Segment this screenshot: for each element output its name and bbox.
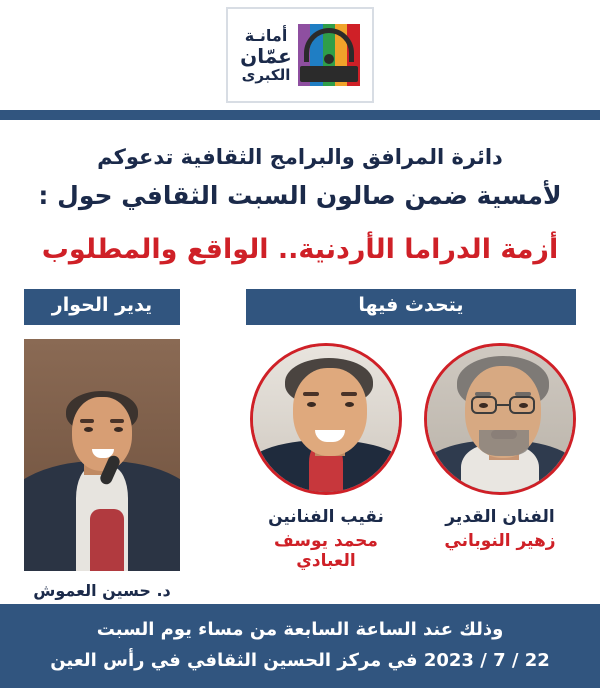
logo-line-1: أمانـة: [244, 25, 288, 45]
moderator-portrait: [24, 339, 180, 571]
footer-details: [0, 604, 600, 688]
speaker-1-avatar: [250, 343, 402, 495]
logo-wordmark: [240, 27, 292, 84]
logo-base-shape: [300, 66, 358, 82]
moderator-photo: [24, 339, 180, 571]
section-bars-row: [0, 269, 600, 325]
amman-logo-mark-icon: [298, 24, 360, 86]
footer-time-line: وذلك عند الساعة السابعة من مساء يوم السبت: [96, 619, 504, 640]
speaker-2-role: الفنان القدير: [445, 507, 555, 528]
moderator-section-bar: يدير الحوار: [24, 289, 180, 325]
moderator-card: [24, 339, 180, 600]
footer-date-venue-line: 22 / 7 / 2023 في مركز الحسين الثقافي في رأس العين: [50, 650, 550, 671]
speaker-2-portrait: [427, 346, 573, 492]
speaker-1-role: نقيب الفنانين: [268, 507, 384, 528]
logo-dot-shape: [324, 54, 334, 64]
logo-band: [0, 0, 600, 110]
headline-block: [0, 123, 600, 269]
speaker-card-1: [250, 343, 402, 571]
speaker-card-2: [424, 343, 576, 571]
invitation-line-2: لأمسية ضمن صالون السبت الثقافي حول :: [38, 181, 562, 211]
event-title: أزمة الدراما الأردنية.. الواقع والمطلوب: [41, 234, 559, 266]
logo-line-3: الكبرى: [241, 65, 291, 84]
speaker-1-name: محمد يوسف العبادي: [274, 531, 378, 572]
speaker-2-avatar: [424, 343, 576, 495]
speaker-1-portrait: [253, 346, 399, 492]
speakers-section-bar: يتحدث فيها: [246, 289, 576, 325]
moderator-name: د. حسين العموش: [33, 581, 171, 601]
speakers-group: [250, 339, 576, 571]
invitation-line-1: دائرة المرافق والبرامج الثقافية تدعوكم: [97, 145, 503, 170]
logo-line-2: عمّان: [240, 43, 292, 68]
people-row: [0, 325, 600, 600]
amman-municipality-logo: [226, 7, 374, 103]
header-divider-bar: [0, 110, 600, 120]
speaker-2-name: زهير النوباني: [444, 531, 556, 552]
